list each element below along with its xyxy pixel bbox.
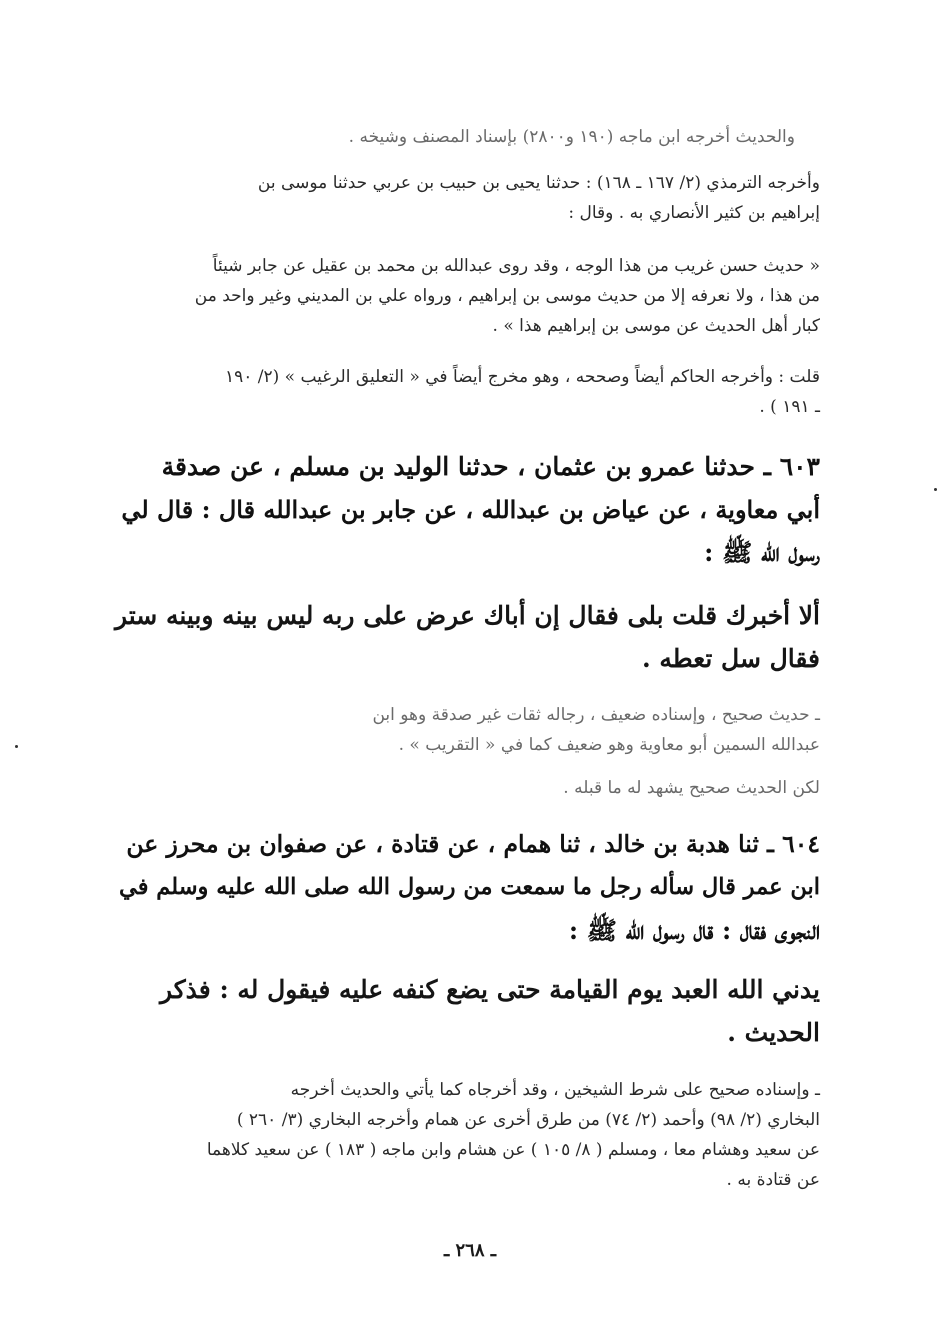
text-line: البخاري (٢/ ٩٨) وأحمد (٢/ ٧٤) من طرق أخرى عن همام وأخرجه البخاري (٣/ ٢٦٠ ) bbox=[236, 1110, 820, 1130]
note-tirmidhi bbox=[115, 168, 820, 228]
text-line: ـ ١٩١ ) . bbox=[759, 397, 820, 417]
text-line: أبي معاوية ، عن عياض بن عبدالله ، عن جابر بن عبدالله قال : قال لي bbox=[121, 495, 820, 524]
matn-603 bbox=[115, 594, 820, 680]
text-line: يدني الله العبد يوم القيامة حتى يضع كنفه عليه فيقول له : فذكر bbox=[159, 975, 820, 1004]
text-line: ٦٠٤ ـ ثنا هدبة بن خالد ، ثنا همام ، عن قتادة ، عن صفوان بن محرز عن bbox=[126, 830, 820, 858]
text-line: كبار أهل الحديث عن موسى بن إبراهيم هذا » . bbox=[492, 316, 820, 336]
matn-604 bbox=[115, 968, 820, 1054]
text-line: عبدالله السمين أبو معاوية وهو ضعيف كما في « التقريب » . bbox=[398, 735, 820, 755]
text-line: إبراهيم بن كثير الأنصاري به . وقال : bbox=[568, 203, 820, 223]
text-line: ٦٠٣ ـ حدثنا عمرو بن عثمان ، حدثنا الوليد بن مسلم ، عن صدقة bbox=[161, 452, 820, 481]
note-hakim bbox=[115, 362, 820, 422]
text-line: ابن عمر قال سأله رجل ما سمعت من رسول الله صلى الله عليه وسلم في bbox=[118, 874, 820, 900]
text-line: والحديث أخرجه ابن ماجه (١٩٠ و٢٨٠٠) بإسناد المصنف وشيخه . bbox=[348, 127, 795, 147]
text-line: الحديث . bbox=[727, 1018, 820, 1047]
text-line: وأخرجه الترمذي (٢/ ١٦٧ ـ ١٦٨) : حدثنا يحيى بن حبيب بن عربي حدثنا موسى بن bbox=[257, 173, 820, 193]
quote-tirmidhi bbox=[115, 251, 820, 341]
text-line: « حديث حسن غريب من هذا الوجه ، وقد روى عبدالله بن محمد بن عقيل عن جابر شيئاً bbox=[212, 256, 820, 276]
note-603-grading bbox=[115, 700, 820, 760]
text-line: ـ وإسناده صحيح على شرط الشيخين ، وقد أخرجاه كما يأتي والحديث أخرجه bbox=[290, 1080, 820, 1100]
text-line: فقال سل تعطه . bbox=[641, 644, 820, 673]
hadith-603 bbox=[115, 445, 820, 574]
note-ibn-majah bbox=[135, 122, 795, 152]
text-line: عن قتادة به . bbox=[726, 1170, 820, 1190]
scan-speck bbox=[15, 745, 18, 748]
text-line: النجوى فقال : قال رسول الله ﷺ : bbox=[568, 916, 820, 945]
text-line: رسول الله ﷺ : bbox=[704, 538, 820, 567]
note-604-takhrij bbox=[115, 1075, 820, 1195]
text-line: عن سعيد وهشام معا ، ومسلم ( ٨/ ١٠٥ ) عن هشام وابن ماجه ( ١٨٣ ) عن سعيد كلاهما bbox=[206, 1140, 820, 1160]
note-603-support bbox=[115, 773, 820, 803]
text-line: ـ حديث صحيح ، وإسناده ضعيف ، رجاله ثقات غير صدقة وهو ابن bbox=[372, 705, 820, 725]
text-line: من هذا ، ولا نعرفه إلا من حديث موسى بن إبراهيم ، ورواه علي بن المديني وغير واحد من bbox=[194, 286, 820, 306]
text-line: ألا أخبرك قلت بلى فقال إن أباك عرض على ربه ليس بينه وبينه ستر bbox=[114, 601, 820, 630]
hadith-604 bbox=[115, 823, 820, 952]
text-line: لكن الحديث صحيح يشهد له ما قبله . bbox=[563, 778, 820, 798]
page-number: ـ ٢٦٨ ـ bbox=[443, 1240, 497, 1261]
scan-speck bbox=[934, 488, 937, 491]
text-line: قلت : وأخرجه الحاكم أيضاً وصححه ، وهو مخرج أيضاً في « التعليق الرغيب » (٢/ ١٩٠ bbox=[224, 367, 820, 387]
